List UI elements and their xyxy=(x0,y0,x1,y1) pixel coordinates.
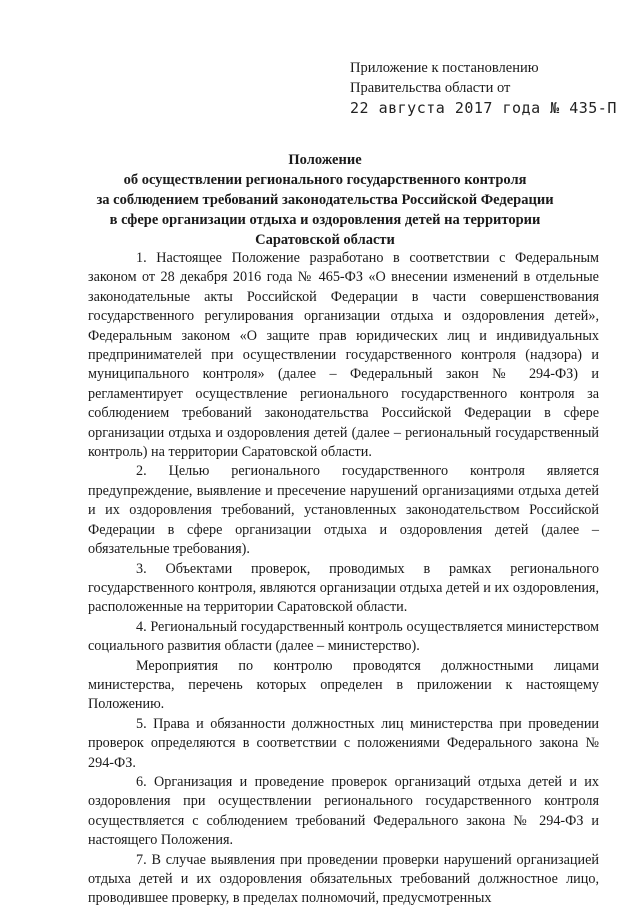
paragraph-5: 5. Права и обязанности должностных лиц министерства при проведении проверок определяются в соответствии с положениями Федерального закона № 294-ФЗ. xyxy=(88,715,599,771)
decree-date-number: 22 августа 2017 года № 435-П xyxy=(350,99,617,117)
title-line: в сфере организации отдыха и оздоровления детей на территории xyxy=(109,212,541,228)
appendix-line: Правительства области от xyxy=(350,80,511,96)
paragraph-3: 3. Объектами проверок, проводимых в рамках регионального государственного контроля, являются организации отдыха детей и их оздоровления, расположенные на территории Саратовской области. xyxy=(88,560,599,616)
document-body xyxy=(88,249,599,909)
paragraph-4-continued: Мероприятия по контролю проводятся должностными лицами министерства, перечень которых определен в приложении к настоящему Положению. xyxy=(88,657,599,713)
title-line: об осуществлении регионального государственного контроля xyxy=(123,172,527,188)
paragraph-1: 1. Настоящее Положение разработано в соответствии с Федеральным законом от 28 декабря 2016 года № 465-ФЗ «О внесении изменений в отдельные законодательные акты Российской Федерации в части совершенствования государственного регулирования организации отдыха и оздоровления детей», Федеральным законом «О защите прав юридических лиц и индивидуальных предпринимателей при осуществлении государственного контроля (надзора) и муниципального контроля» (далее – Федеральный закон № 294-ФЗ) и регламентирует осуществление регионального государственного контроля за соблюдением требований законодательства Российской Федерации в сфере организации отдыха и оздоровления детей (далее – региональный государственный контроль) на территории Саратовской области. xyxy=(88,250,599,461)
document-title xyxy=(90,150,560,250)
paragraph-2: 2. Целью регионального государственного контроля является предупреждение, выявление и пресечение нарушений организациями отдыха детей и их оздоровления требований, установленных законодательством Российской Федерации в сфере организации отдыха и оздоровления детей (далее – обязательные требования). xyxy=(88,463,599,558)
paragraph-7: 7. В случае выявления при проведении проверки нарушений организацией отдыха детей и их оздоровления обязательных требований должностное лицо, проводившее проверку, в пределах полномочий, предусмотренных xyxy=(88,851,599,907)
appendix-header xyxy=(350,58,620,118)
paragraph-4: 4. Региональный государственный контроль осуществляется министерством социального развития области (далее – министерство). xyxy=(88,618,599,655)
title-line: Саратовской области xyxy=(255,232,395,248)
appendix-line: Приложение к постановлению xyxy=(350,60,539,76)
title-line: за соблюдением требований законодательства Российской Федерации xyxy=(96,192,554,208)
paragraph-6: 6. Организация и проведение проверок организаций отдыха детей и их оздоровления при осуществлении регионального государственного контроля осуществляется с соблюдением требований Федерального закона № 294-ФЗ и настоящего Положения. xyxy=(88,773,599,849)
title-line: Положение xyxy=(288,152,362,168)
